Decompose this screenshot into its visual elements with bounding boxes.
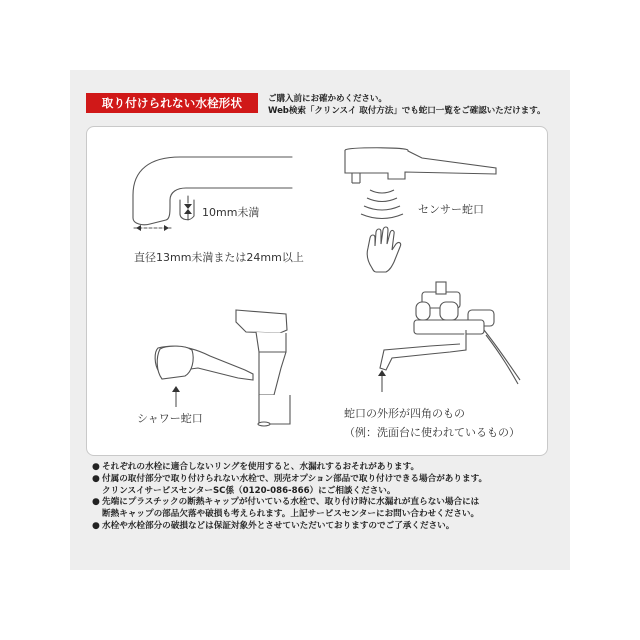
notice-line-1: ご購入前にお確かめください。 [268, 94, 387, 104]
caution-note-line: 付属の取付部分で取り付けられない水栓で、別売オプション部品で取り付けできる場合があります。 [102, 473, 488, 484]
bullet-marker: ● [92, 462, 100, 472]
sensor-wave-icon [361, 190, 403, 219]
caution-note-line: クリンスイサービスセンターSC係（0120-086-866）にご相談ください。 [102, 485, 396, 496]
bullet-marker: ● [92, 497, 100, 508]
bullet-marker: ● [92, 473, 100, 484]
caution-note [92, 497, 562, 521]
notice-line-2: Web検索「クリンスイ 取付方法」でも蛇口一覧をご確認いただけます。 [268, 106, 546, 116]
caution-note-line: 水栓や水栓部分の破損などは保証対象外とさせていただいておりますのでご了承ください。 [102, 520, 455, 531]
caution-note [92, 521, 562, 533]
sensor-faucet-illustration [345, 148, 496, 183]
unsupported-faucet-title-badge: 取り付けられない水栓形状 [86, 93, 258, 113]
diameter-label: 直径13mm未満または24mm以上 [134, 251, 304, 264]
gap-10mm-label: 10mm未満 [202, 206, 260, 219]
square-faucet-illustration [380, 282, 520, 392]
caution-note [92, 462, 562, 474]
caution-note [92, 474, 562, 498]
shower-faucet-label: シャワー蛇口 [137, 412, 203, 425]
square-faucet-label-line-2: （例：洗面台に使われているもの） [344, 426, 520, 439]
square-faucet-label-line-1: 蛇口の外形が四角のもの [344, 407, 465, 420]
caution-note-line: 断熱キャップの部品欠落や破損も考えられます。上記サービスセンターにお問い合わせください。 [102, 509, 480, 520]
shower-faucet-illustration [155, 310, 290, 426]
hand-icon [367, 227, 400, 272]
caution-note-line: それぞれの水栓に適合しないリングを使用すると、水漏れするおそれがあります。 [102, 462, 420, 472]
bullet-marker: ● [92, 520, 100, 531]
sensor-faucet-label: センサー蛇口 [418, 203, 484, 216]
caution-notes [92, 462, 562, 533]
caution-note-line: 先端にプラスチックの断熱キャップが付いている水栓で、取り付け時に水漏れが直らない場合には [102, 497, 480, 508]
